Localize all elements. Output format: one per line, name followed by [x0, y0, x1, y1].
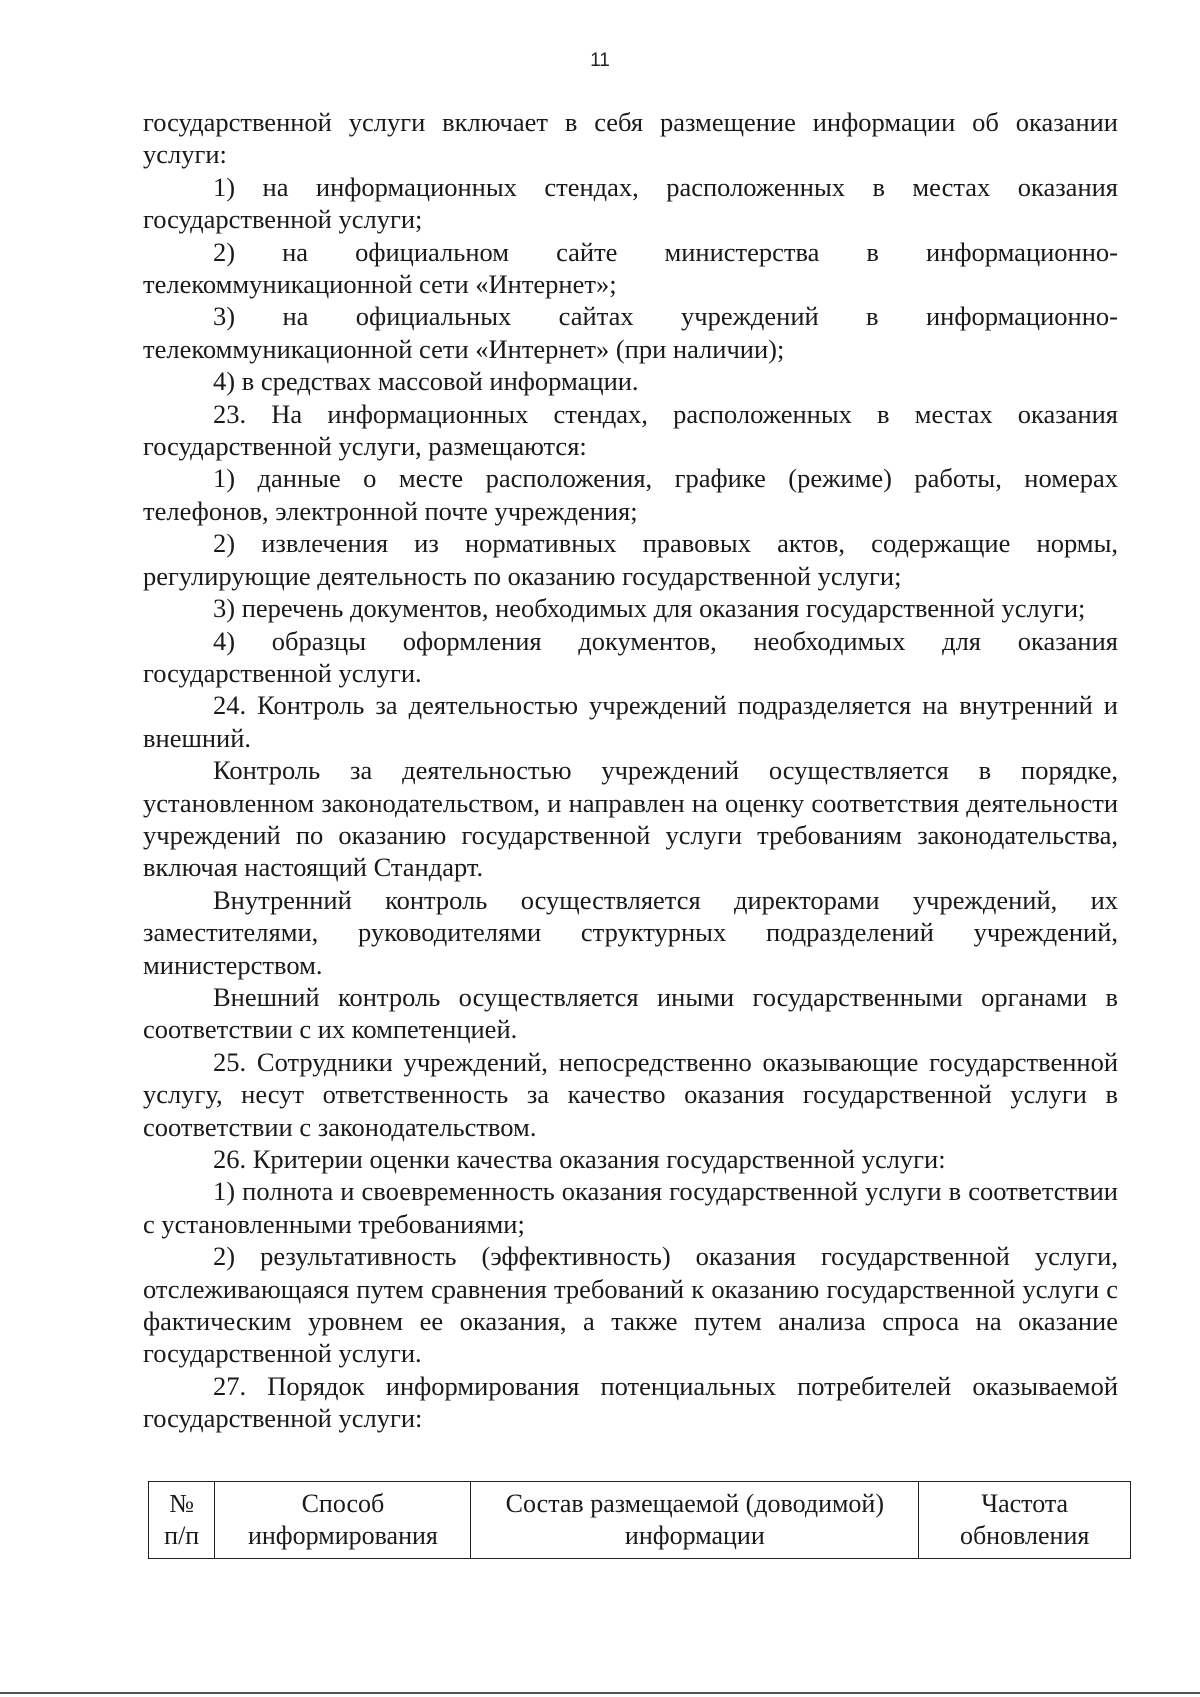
- header-cell-content: [471, 1482, 919, 1559]
- header-line: Частота: [981, 1489, 1069, 1518]
- paragraph: Внешний контроль осуществляется иными государственными органами в соответствии с их компетенцией.: [143, 981, 1118, 1045]
- paragraph: 3) перечень документов, необходимых для оказания государственной услуги;: [213, 593, 1086, 624]
- paragraph: 1) данные о месте расположения, графике (режиме) работы, номерах телефонов, электронной почте учреждения;: [143, 463, 1118, 526]
- table-header-row: [149, 1482, 1131, 1559]
- paragraph: 3) на официальных сайтах учреждений в информационно-телекоммуникационной сети «Интернет» (при наличии);: [143, 301, 1118, 364]
- header-line: информации: [624, 1521, 765, 1550]
- paragraph: 2) на официальном сайте министерства в информационно-телекоммуникационной сети «Интернет»;: [143, 236, 1118, 300]
- paragraph: 24. Контроль за деятельностью учреждений подразделяется на внутренний и внешний.: [143, 690, 1118, 753]
- header-line: Состав размещаемой (доводимой): [505, 1489, 885, 1518]
- paragraph: 23. На информационных стендах, расположенных в местах оказания государственной услуги, размещаются:: [143, 398, 1118, 462]
- paragraph: 27. Порядок информирования потенциальных потребителей оказываемой государственной услуги:: [143, 1370, 1118, 1434]
- header-cell-method: [215, 1482, 471, 1559]
- paragraph: Контроль за деятельностью учреждений осуществляется в порядке, установленном законодательством, и направлен на оценку соответствия деятельности учреждений по оказанию государственной услуги требованиям законодательства, включая настоящий Стандарт.: [143, 755, 1118, 883]
- scan-edge-divider: [0, 1692, 1200, 1694]
- header-cell-number: [149, 1482, 215, 1559]
- header-line: информирования: [247, 1521, 438, 1550]
- information-table: [148, 1481, 1131, 1559]
- header-line: обновления: [959, 1521, 1090, 1550]
- header-line: №: [169, 1489, 195, 1518]
- body-text: [143, 106, 1118, 1435]
- paragraph: 1) полнота и своевременность оказания государственной услуги в соответствии с установленными требованиями;: [143, 1176, 1118, 1239]
- header-line: п/п: [164, 1521, 200, 1550]
- paragraph: 2) извлечения из нормативных правовых актов, содержащие нормы, регулирующие деятельность по оказанию государственной услуги;: [143, 528, 1118, 591]
- page-number: 11: [590, 50, 610, 71]
- paragraph: 2) результативность (эффективность) оказания государственной услуги, отслеживающаяся путем сравнения требований к оказанию государственной услуги с фактическим уровнем ее оказания, а также путем анализа спроса на оказание государственной услуги.: [143, 1241, 1118, 1369]
- header-cell-frequency: [919, 1482, 1131, 1559]
- paragraph: 1) на информационных стендах, расположенных в местах оказания государственной услуги;: [143, 171, 1118, 235]
- paragraph: государственной услуги включает в себя размещение информации об оказании услуги:: [143, 107, 1118, 170]
- paragraph: 4) образцы оформления документов, необходимых для оказания государственной услуги.: [143, 625, 1118, 688]
- paragraph: 25. Сотрудники учреждений, непосредственно оказывающие государственной услугу, несут ответственность за качество оказания государственной услуги в соответствии с законодательством.: [143, 1046, 1118, 1142]
- paragraph: 4) в средствах массовой информации.: [213, 366, 639, 397]
- paragraph: 26. Критерии оценки качества оказания государственной услуги:: [213, 1144, 946, 1174]
- header-line: Способ: [301, 1489, 385, 1518]
- paragraph: Внутренний контроль осуществляется директорами учреждений, их заместителями, руководителями структурных подразделений учреждений, министерством.: [143, 884, 1118, 980]
